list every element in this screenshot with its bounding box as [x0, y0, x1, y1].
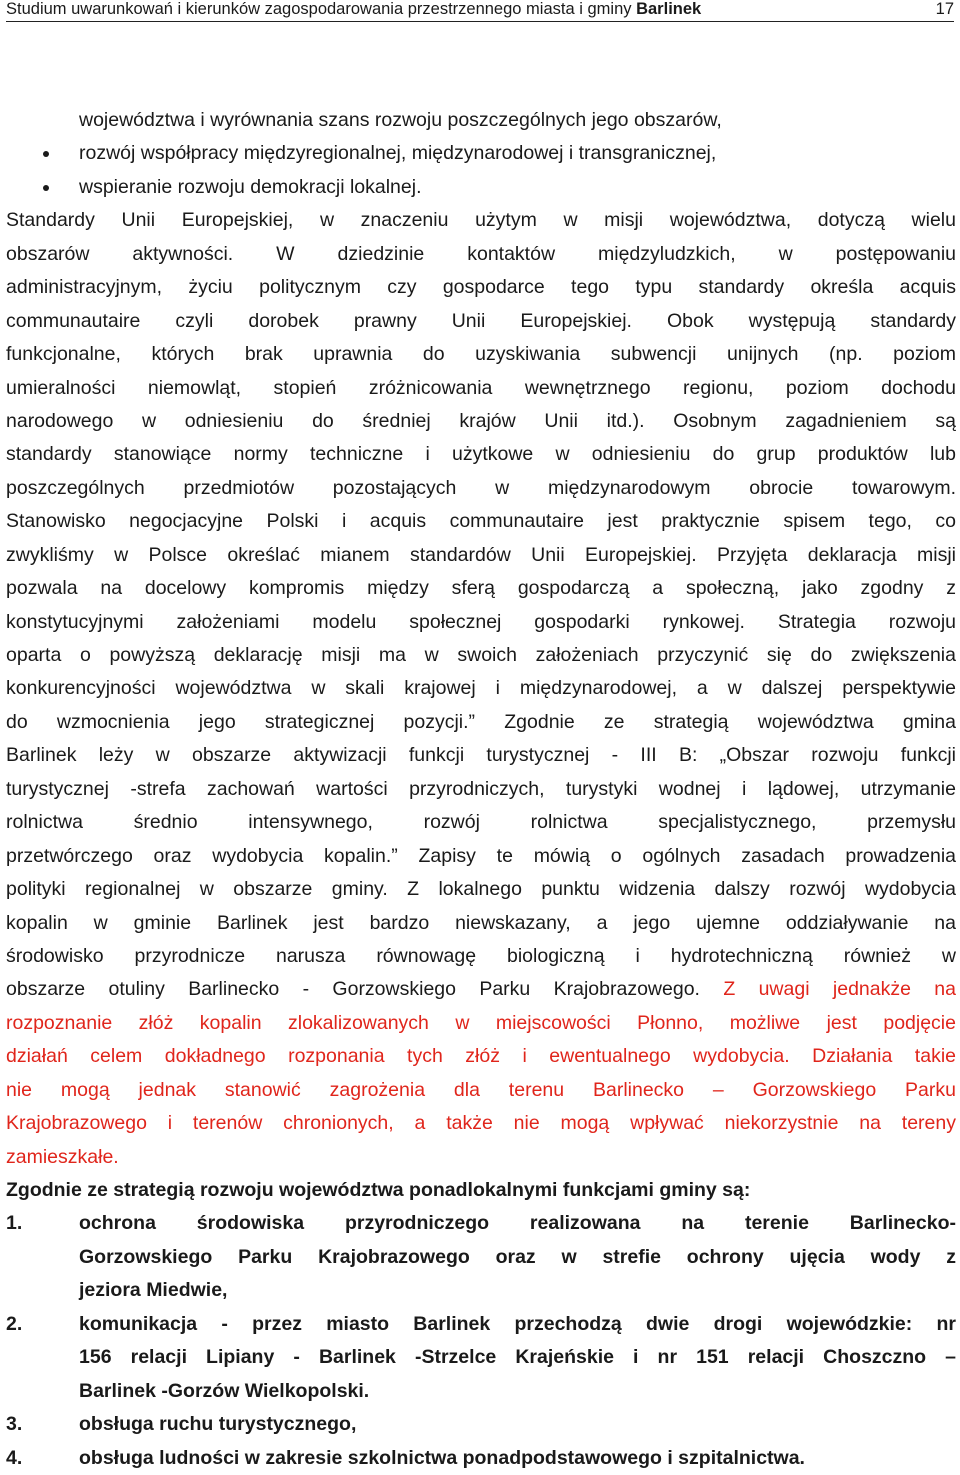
page-number: 17 — [935, 0, 954, 18]
highlighted-text: Z uwagi jednakże na — [723, 978, 956, 1001]
paragraph-line: umieralności niemowląt, stopień zróżnicowania wewnętrznego regionu, poziom dochodu — [6, 376, 956, 399]
paragraph-line: polityki regionalnej w obszarze gminy. Z lokalnego punktu widzenia dalszy rozwój wydobycia — [6, 878, 956, 901]
paragraph-line: Standardy Unii Europejskiej, w znaczeniu użytym w misji województwa, dotyczą wielu — [6, 209, 956, 232]
list-item — [6, 1408, 956, 1441]
list-item-text: obsługa ludności w zakresie szkolnictwa ponadpodstawowego i szpitalnictwa. — [79, 1446, 805, 1469]
document-title — [6, 0, 701, 18]
list-item-text: Barlinek -Gorzów Wielkopolski. — [79, 1379, 370, 1402]
list-item-text: komunikacja - przez miasto Barlinek przechodzą dwie drogi wojewódzkie: nr — [79, 1312, 956, 1335]
standards-paragraph — [6, 204, 956, 1174]
paragraph-line: kopalin w gminie Barlinek jest bardzo niewskazany, a jego ujemne oddziaływanie na — [6, 911, 956, 934]
paragraph-line: turystycznej -strefa zachowań wartości przyrodniczych, turystyki wodnej i lądowej, utrzymanie — [6, 777, 956, 800]
paragraph-text: obszarze otuliny Barlinecko - Gorzowskiego Parku Krajobrazowego. — [6, 978, 700, 1001]
functions-heading: Zgodnie ze strategią rozwoju województwa ponadlokalnymi funkcjami gminy są: — [6, 1179, 751, 1201]
paragraph-line-mixed — [6, 973, 956, 1006]
paragraph-line: do wzmocnienia jego strategicznej pozycji.” Zgodnie ze strategią województwa gmina — [6, 710, 956, 733]
paragraph-line: narodowego w odniesieniu do średniej krajów Unii itd.). Osobnym zagadnieniem są — [6, 409, 956, 432]
list-item-text: Gorzowskiego Parku Krajobrazowego oraz w strefie ochrony ujęcia wody z — [79, 1245, 956, 1268]
list-line — [6, 1274, 956, 1307]
list-item — [6, 1207, 956, 1307]
document-title-place: Barlinek — [636, 0, 702, 18]
paragraph-line: zwykliśmy w Polsce określać mianem standardów Unii Europejskiej. Przyjęta deklaracja misji — [6, 543, 956, 566]
paragraph-line: konkurencyjności województwa w skali krajowej i międzynarodowej, a w dalszej perspektywie — [6, 677, 956, 700]
list-line — [6, 1341, 956, 1374]
list-item-text: jeziora Miedwie, — [79, 1279, 228, 1302]
list-item — [6, 1308, 956, 1408]
highlighted-line: nie mogą jednak stanowić zagrożenia dla terenu Barlinecko – Gorzowskiego Parku — [6, 1078, 956, 1101]
list-item-text: obsługa ruchu turystycznego, — [79, 1413, 357, 1436]
list-line — [6, 1308, 956, 1341]
list-number: 3. — [6, 1413, 23, 1436]
list-number: 2. — [6, 1312, 23, 1335]
paragraph-line: communautaire czyli dorobek prawny Unii Europejskiej. Obok występują standardy — [6, 309, 956, 332]
bullet-continuation: województwa i wyrównania szans rozwoju poszczególnych jego obszarów, — [79, 109, 722, 131]
bullet-item: rozwój współpracy międzyregionalnej, międzynarodowej i transgranicznej, — [6, 137, 956, 170]
list-line — [6, 1241, 956, 1274]
highlighted-line: rozpoznanie złóż kopalin zlokalizowanych w miejscowości Płonno, możliwe jest podjęcie — [6, 1011, 956, 1034]
list-line — [6, 1375, 956, 1408]
list-item-text: ochrona środowiska przyrodniczego realizowana na terenie Barlinecko- — [79, 1212, 956, 1235]
functions-list — [6, 1207, 956, 1475]
highlighted-line: Krajobrazowego i terenów chronionych, a także nie mogą wpływać niekorzystnie na tereny — [6, 1112, 956, 1135]
list-line — [6, 1408, 956, 1441]
list-line — [6, 1442, 956, 1475]
paragraph-line: pozwala na docelowy kompromis między sferą gospodarczą a społeczną, jako zgodny z — [6, 577, 956, 600]
highlighted-line: zamieszkałe. — [6, 1145, 119, 1168]
paragraph-line: środowisko przyrodnicze narusza równowagę biologiczną i hydrotechniczną również w — [6, 944, 956, 967]
paragraph-line: Barlinek leży w obszarze aktywizacji funkcji turystycznej - III B: „Obszar rozwoju funkcji — [6, 744, 956, 767]
paragraph-line: oparta o powyższą deklarację misji ma w swoich założeniach przyczynić się do zwiększenia — [6, 644, 956, 666]
document-title-text: Studium uwarunkowań i kierunków zagospodarowania przestrzennego miasta i gminy — [6, 0, 632, 18]
paragraph-line: obszarów aktywności. W dziedzinie kontaktów międzyludzkich, w postępowaniu — [6, 242, 956, 265]
paragraph-line: funkcjonalne, których brak uprawnia do uzyskiwania subwencji unijnych (np. poziom — [6, 343, 956, 366]
document-body — [6, 104, 956, 1475]
list-number: 4. — [6, 1446, 23, 1469]
paragraph-line: standardy stanowiące normy techniczne i użytkowe w odniesieniu do grup produktów lub — [6, 443, 956, 466]
list-number: 1. — [6, 1212, 23, 1235]
highlighted-line: działań celem dokładnego rozponania tych złóż i ewentualnego wydobycia. Działania takie — [6, 1045, 956, 1068]
bullet-item: wspieranie rozwoju demokracji lokalnej. — [6, 171, 956, 204]
page-header — [6, 0, 954, 22]
paragraph-line: Stanowisko negocjacyjne Polski i acquis communautaire jest praktycznie spisem tego, co — [6, 510, 956, 533]
paragraph-line: administracyjnym, życiu politycznym czy gospodarce tego typu standardy określa acquis — [6, 276, 956, 299]
list-item-text: 156 relacji Lipiany - Barlinek -Strzelce Krajeńskie i nr 151 relacji Choszczno – — [79, 1346, 956, 1369]
header-divider — [6, 21, 954, 22]
paragraph-line: rolnictwa średnio intensywnego, rozwój rolnictwa specjalistycznego, przemysłu — [6, 811, 956, 834]
paragraph-line: przetwórczego oraz wydobycia kopalin.” Zapisy te mówią o ogólnych zasadach prowadzenia — [6, 844, 956, 867]
list-item — [6, 1442, 956, 1475]
paragraph-line: konstytucyjnymi założeniami modelu społecznej gospodarki rynkowej. Strategia rozwoju — [6, 610, 956, 633]
paragraph-line: poszczególnych przedmiotów pozostających w międzynarodowym obrocie towarowym. — [6, 476, 956, 499]
list-line — [6, 1207, 956, 1240]
